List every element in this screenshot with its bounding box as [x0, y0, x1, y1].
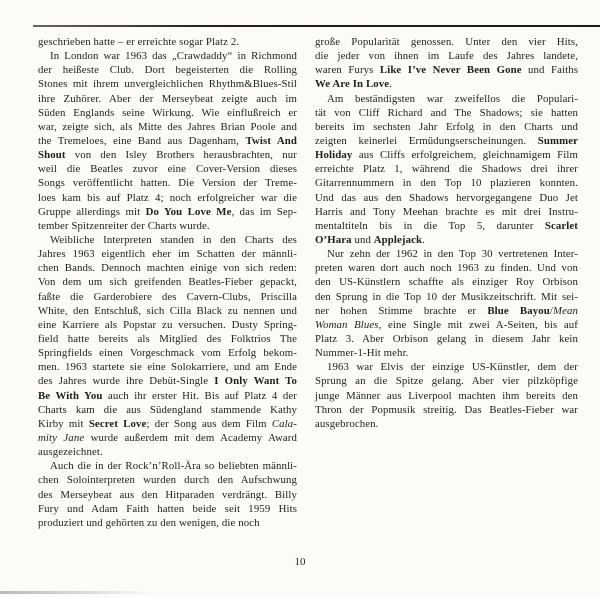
text-line [38, 191, 297, 205]
text-run: große Popularität genossen. Unter den vier Hits, [315, 36, 578, 48]
text-line [315, 233, 578, 247]
text-run: ausgebrochen. [315, 417, 379, 430]
text-run: erreichte Platz 1, während die Shadows drei ihrer [315, 163, 578, 176]
bold-text-run: O’Hara [315, 233, 352, 246]
text-run: geschrieben hatte – er erreichte sogar Platz 2. [38, 36, 240, 48]
text-run: bereits im sechsten Jahr Erfolg in den Charts und [315, 120, 578, 133]
text-line [315, 417, 578, 431]
text-line [315, 290, 578, 304]
text-run: men. 1963 startete sie eine Solokarriere, und am Ende [38, 361, 297, 374]
text-line [38, 431, 297, 445]
text-run: Auch die in der Rock’n’Roll-Ära so beliebten männli- [50, 460, 297, 473]
italic-text-run: Cala- [271, 417, 297, 430]
text-line [315, 389, 578, 403]
scan-edge-artifact [0, 591, 152, 594]
text-run: mentaltiteln bis in die Top 5, darunter [315, 219, 545, 232]
text-run: field hatte bereits als Mitglied des Folktrios The [38, 332, 297, 345]
text-run: In London war 1963 das „Crawdaddy“ in Richmond [50, 50, 297, 63]
text-line [38, 516, 297, 530]
text-line [315, 35, 578, 49]
text-run: Jahres 1963 eigentlich eher im Schatten der männli- [38, 248, 297, 261]
text-line [38, 134, 297, 148]
text-run: Nur zehn der 1962 in den Top 30 vertretenen Inter- [327, 248, 578, 261]
text-run: loes kam bis auf Platz 4; noch erfolgreicher war die [38, 191, 297, 204]
text-line [38, 332, 297, 346]
text-run: der heißeste Club. Dort begeisterten die Rolling [38, 64, 297, 77]
text-line [315, 49, 578, 63]
text-run: Am beständigsten war zweifellos die Populari- [327, 92, 578, 105]
text-line [38, 49, 297, 63]
text-line [315, 403, 578, 417]
text-line [315, 219, 578, 233]
text-line [315, 360, 578, 374]
bold-text-run: Secret Love [88, 417, 147, 430]
text-line [315, 318, 578, 332]
text-run: the Tremeloes, eine Band aus Dagenham, [38, 134, 246, 147]
text-line [38, 417, 297, 431]
text-run: weil die Beatles zuvor eine Cover-Version dieses [38, 163, 297, 176]
text-run: Gitarrennummern in den Top 10 plazieren konnten. [315, 177, 578, 190]
text-line [315, 191, 578, 205]
text-run: Fury und Adam Faith hatten beide seit 1959 Hits [38, 502, 297, 515]
text-line [38, 360, 297, 374]
text-run: Gruppe allerdings mit [38, 205, 146, 218]
text-line [38, 120, 297, 134]
text-column-right [315, 35, 578, 431]
italic-text-run: Woman Blues [315, 318, 379, 331]
bold-text-run: Shout [38, 149, 66, 162]
bold-text-run: Summer [537, 134, 578, 147]
text-run: des Jahres wurde ihre Debüt-Single [38, 375, 215, 388]
text-line [38, 318, 297, 332]
text-run: . [422, 233, 425, 246]
text-line [315, 162, 578, 176]
text-line [38, 148, 297, 162]
text-run: Harris and Tony Meehan brachte es mit drei Instru- [315, 205, 578, 218]
text-run: Thron der Popmusik streitig. Das Beatles-Fieber war [315, 403, 578, 416]
text-line [38, 473, 297, 487]
text-run: Und das aus den Shadows hervorgegangene Duo Jet [315, 191, 578, 204]
text-line [315, 275, 578, 289]
text-line [38, 290, 297, 304]
bold-text-run: Holiday [315, 149, 353, 162]
text-run: auch ihr erster Hit. Bis auf Platz 4 der [102, 389, 297, 402]
text-line [38, 488, 297, 502]
text-run: den US-Künstlern schaffte als einziger Roy Orbison [315, 276, 578, 289]
text-run: Songs veröffentlicht hatten. Die Version der Treme- [38, 177, 297, 190]
page-number: 10 [294, 556, 306, 568]
italic-text-run: mity Jane [38, 431, 85, 444]
text-run: des Merseybeat aus den Hitparaden verdrängt. Billy [38, 488, 297, 501]
text-line [315, 304, 578, 318]
text-run: von den Isley Brothers herausbrachten, nur [65, 149, 297, 162]
text-line [315, 106, 578, 120]
text-run: . [389, 78, 393, 91]
text-line [315, 63, 578, 77]
bold-text-run: Do You Love Me [145, 205, 232, 218]
bold-text-run: Blue Bayou [487, 304, 550, 317]
text-line [315, 176, 578, 190]
text-run: / [549, 304, 553, 317]
text-line [315, 134, 578, 148]
text-run: , eine Single mit zwei A-Seiten, bis auf [378, 318, 578, 331]
text-run: die jeder von ihnen im Laufe des Jahres landete, [315, 50, 578, 63]
text-line [38, 106, 297, 120]
text-run: Kirby mit [38, 417, 89, 430]
text-line [315, 332, 578, 346]
text-run: chen Bands. Dennoch machten einige von sich reden: [38, 262, 297, 275]
text-run: ausgezeichnet. [38, 446, 103, 459]
bold-text-run: Like I’ve Never Been Gone [379, 64, 522, 77]
text-line [38, 346, 297, 360]
italic-text-run: Mean [552, 304, 578, 317]
text-line [38, 63, 297, 77]
text-run: Sprung an die Spitze gelang. Aber vier pilzköpfige [315, 375, 578, 388]
bold-text-run: Scarlet [544, 219, 578, 232]
text-run: ner hohen Stimme brachte er [315, 304, 488, 317]
text-line [38, 77, 297, 91]
text-run: chen Solointerpreten wurden durch den Aufschwung [38, 474, 297, 487]
text-line [38, 304, 297, 318]
text-line [38, 205, 297, 219]
text-line [315, 374, 578, 388]
text-run: preten waren dort auch noch 1963 zu finden. Und von [315, 262, 578, 275]
page-top-rule [33, 25, 600, 27]
bold-text-run: I Only Want To [214, 375, 298, 388]
text-line [38, 247, 297, 261]
text-line [38, 176, 297, 190]
text-run: Charts kam die aus Südengland stammende Kathy [38, 403, 297, 416]
text-line [38, 459, 297, 473]
text-run: 1963 war Elvis der einzige US-Künstler, dem der [327, 361, 578, 374]
text-line [315, 148, 578, 162]
text-run: ; der Song aus dem Film [146, 417, 272, 430]
text-column-left [38, 35, 297, 530]
text-run: waren Furys [315, 64, 380, 77]
text-run: und Faiths [521, 64, 579, 77]
bold-text-run: Applejack [373, 233, 423, 246]
text-run: zeigten keinerlei Ermüdungserscheinungen. [315, 134, 538, 147]
text-run: faßte die Garderobiere des Cavern-Clubs, Priscilla [38, 290, 297, 303]
text-run: und [351, 233, 374, 246]
text-run: Springfields einen Vorgeschmack vom Erfolg bekom- [38, 347, 297, 360]
text-run: Nummer-1-Hit mehr. [315, 347, 409, 360]
text-run: Weibliche Interpreten standen in den Charts des [50, 233, 297, 246]
text-run: Platz 3. Aber Orbison gelang in diesem Jahr kein [315, 332, 578, 345]
bold-text-run: Twist And [245, 134, 297, 147]
text-run: den Sprung in die Top 10 der Musikzeitschrift. Mit sei- [315, 290, 578, 303]
text-line [38, 162, 297, 176]
text-line [315, 247, 578, 261]
text-run: aus Cliffs erfolgreichem, gleichnamigem Film [352, 149, 578, 162]
text-line [38, 219, 297, 233]
text-line [315, 92, 578, 106]
text-run: Stones mit ihrem unvergleichlichen Rhythm&Blues-Stil [38, 78, 297, 91]
text-line [38, 445, 297, 459]
text-line [315, 77, 578, 91]
text-run: , das im Sep- [231, 205, 297, 218]
text-run: tember Spitzenreiter der Charts wurde. [38, 219, 210, 232]
text-run: produziert und gehörten zu den wenigen, die noch [38, 516, 260, 529]
text-run: ihre Zuhörer. Aber der Merseybeat zeigte auch im [38, 92, 297, 105]
text-line [38, 374, 297, 388]
text-line [38, 275, 297, 289]
text-line [315, 261, 578, 275]
bold-text-run: We Are In Love [315, 78, 390, 91]
text-line [38, 261, 297, 275]
bold-text-run: Be With You [38, 389, 103, 402]
text-line [315, 120, 578, 134]
text-run: Von dem um sich greifenden Beatles-Fieber gepackt, [38, 276, 297, 289]
text-line [38, 403, 297, 417]
text-line [38, 389, 297, 403]
text-run: wurde außerdem mit dem Academy Award [84, 431, 297, 444]
text-line [38, 502, 297, 516]
text-line [38, 233, 297, 247]
text-line [38, 92, 297, 106]
text-line [315, 205, 578, 219]
text-run: junge Männer aus Liverpool machten ihm bereits den [315, 389, 578, 402]
text-run: Süden Englands seine Wirkung. Wie einflußreich er [38, 106, 297, 119]
text-run: war, zeigte sich, als Mitte des Jahres Brian Poole and [38, 120, 297, 133]
text-run: eine Karriere als Popstar zu versuchen. Dusty Spring- [38, 318, 297, 331]
text-run: tät von Cliff Richard and The Shadows; sie hatten [315, 106, 578, 119]
text-run: White, den Entschluß, sich Cilla Black zu nennen und [38, 304, 297, 317]
text-line [315, 346, 578, 360]
text-line [38, 35, 297, 49]
